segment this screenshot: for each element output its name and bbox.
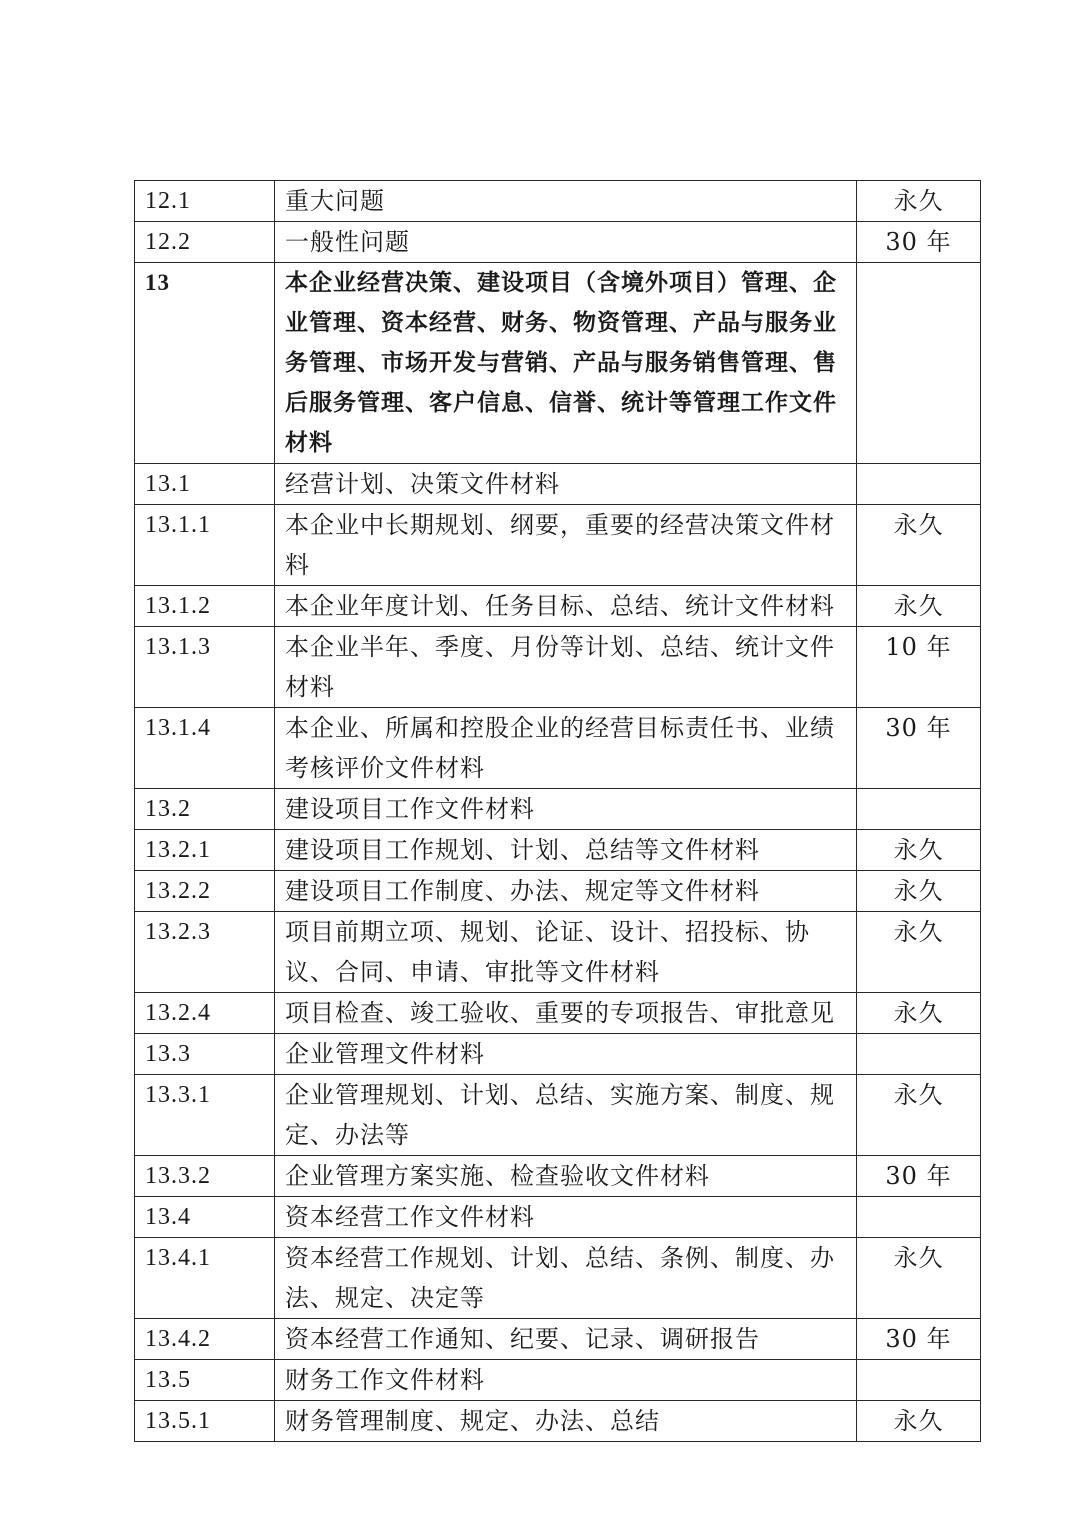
item-title: 财务工作文件材料 xyxy=(275,1360,857,1401)
retention-period: 永久 xyxy=(857,1238,981,1319)
item-code: 13.2 xyxy=(135,789,275,830)
table-row xyxy=(135,464,981,505)
retention-period-table xyxy=(134,180,981,1442)
item-title: 资本经营工作文件材料 xyxy=(275,1197,857,1238)
item-code: 13.1.4 xyxy=(135,708,275,789)
retention-period: 30 年 xyxy=(857,708,981,789)
item-code: 13.4.1 xyxy=(135,1238,275,1319)
item-title: 本企业半年、季度、月份等计划、总结、统计文件材料 xyxy=(275,627,857,708)
table-row xyxy=(135,222,981,263)
item-code: 12.2 xyxy=(135,222,275,263)
item-code: 13.4 xyxy=(135,1197,275,1238)
item-title: 建设项目工作文件材料 xyxy=(275,789,857,830)
item-title: 资本经营工作通知、纪要、记录、调研报告 xyxy=(275,1319,857,1360)
retention-period: 10 年 xyxy=(857,627,981,708)
item-code: 13.2.3 xyxy=(135,912,275,993)
retention-period: 永久 xyxy=(857,830,981,871)
item-title: 经营计划、决策文件材料 xyxy=(275,464,857,505)
item-code: 12.1 xyxy=(135,181,275,222)
retention-period xyxy=(857,1197,981,1238)
table-row xyxy=(135,1319,981,1360)
retention-period xyxy=(857,1360,981,1401)
retention-period: 永久 xyxy=(857,505,981,586)
table-row xyxy=(135,1401,981,1442)
item-title: 企业管理规划、计划、总结、实施方案、制度、规定、办法等 xyxy=(275,1075,857,1156)
item-code: 13.1.3 xyxy=(135,627,275,708)
item-code: 13.5 xyxy=(135,1360,275,1401)
table-row xyxy=(135,912,981,993)
item-code: 13.1.1 xyxy=(135,505,275,586)
item-title: 企业管理文件材料 xyxy=(275,1034,857,1075)
item-code: 13.2.4 xyxy=(135,993,275,1034)
table-row xyxy=(135,1075,981,1156)
retention-period xyxy=(857,263,981,464)
table-row xyxy=(135,789,981,830)
retention-period xyxy=(857,789,981,830)
retention-period: 永久 xyxy=(857,912,981,993)
table-row xyxy=(135,1360,981,1401)
table-row xyxy=(135,505,981,586)
retention-period: 永久 xyxy=(857,871,981,912)
table-row xyxy=(135,830,981,871)
item-code: 13.3 xyxy=(135,1034,275,1075)
item-title: 项目前期立项、规划、论证、设计、招投标、协议、合同、申请、审批等文件材料 xyxy=(275,912,857,993)
table-row xyxy=(135,871,981,912)
item-code: 13.4.2 xyxy=(135,1319,275,1360)
item-title: 本企业、所属和控股企业的经营目标责任书、业绩考核评价文件材料 xyxy=(275,708,857,789)
item-title: 重大问题 xyxy=(275,181,857,222)
retention-period: 永久 xyxy=(857,181,981,222)
section-heading-row xyxy=(135,263,981,464)
item-title: 一般性问题 xyxy=(275,222,857,263)
item-code: 13.3.2 xyxy=(135,1156,275,1197)
item-code: 13.1 xyxy=(135,464,275,505)
retention-period xyxy=(857,464,981,505)
table-row xyxy=(135,1197,981,1238)
item-title: 企业管理方案实施、检查验收文件材料 xyxy=(275,1156,857,1197)
table-row xyxy=(135,993,981,1034)
retention-period: 30 年 xyxy=(857,1319,981,1360)
item-code: 13.1.2 xyxy=(135,586,275,627)
table-row xyxy=(135,627,981,708)
item-code: 13.5.1 xyxy=(135,1401,275,1442)
table-row xyxy=(135,708,981,789)
section-code: 13 xyxy=(135,263,275,464)
retention-period xyxy=(857,1034,981,1075)
item-title: 资本经营工作规划、计划、总结、条例、制度、办法、规定、决定等 xyxy=(275,1238,857,1319)
table-row xyxy=(135,181,981,222)
table-row xyxy=(135,586,981,627)
item-title: 本企业年度计划、任务目标、总结、统计文件材料 xyxy=(275,586,857,627)
item-code: 13.3.1 xyxy=(135,1075,275,1156)
table-row xyxy=(135,1034,981,1075)
retention-period: 永久 xyxy=(857,586,981,627)
section-title: 本企业经营决策、建设项目（含境外项目）管理、企业管理、资本经营、财务、物资管理、产品与服务业务管理、市场开发与营销、产品与服务销售管理、售后服务管理、客户信息、信誉、统计等管理工作文件材料 xyxy=(275,263,857,464)
item-code: 13.2.2 xyxy=(135,871,275,912)
item-title: 建设项目工作制度、办法、规定等文件材料 xyxy=(275,871,857,912)
retention-period: 永久 xyxy=(857,1075,981,1156)
retention-period: 30 年 xyxy=(857,1156,981,1197)
table-row xyxy=(135,1238,981,1319)
item-title: 项目检查、竣工验收、重要的专项报告、审批意见 xyxy=(275,993,857,1034)
retention-period: 永久 xyxy=(857,993,981,1034)
item-title: 建设项目工作规划、计划、总结等文件材料 xyxy=(275,830,857,871)
retention-period: 30 年 xyxy=(857,222,981,263)
item-title: 本企业中长期规划、纲要，重要的经营决策文件材料 xyxy=(275,505,857,586)
retention-period: 永久 xyxy=(857,1401,981,1442)
item-code: 13.2.1 xyxy=(135,830,275,871)
table-row xyxy=(135,1156,981,1197)
item-title: 财务管理制度、规定、办法、总结 xyxy=(275,1401,857,1442)
